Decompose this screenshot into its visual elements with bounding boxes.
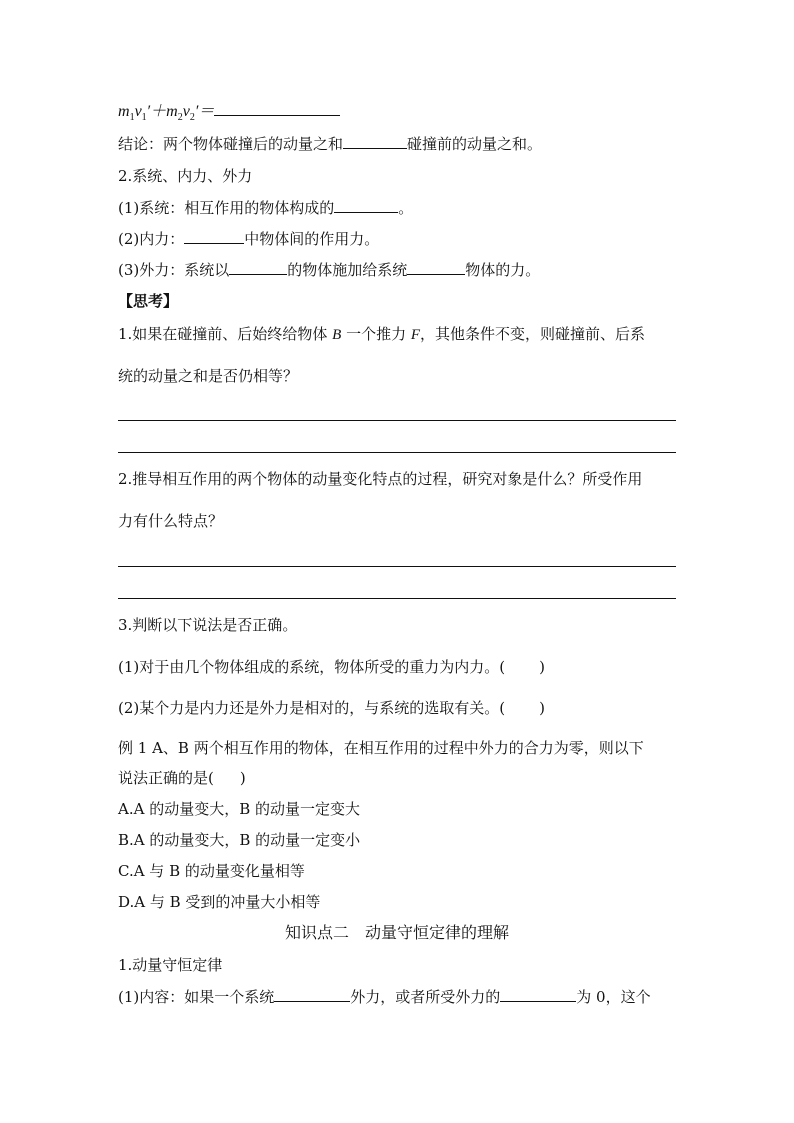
system-text: (1)系统：相互作用的物体构成的 [118, 199, 335, 217]
law-text-end: 为 0，这个 [576, 988, 651, 1006]
think-question-1-cont: 统的动量之和是否仍相等？ [118, 367, 299, 385]
answer-blank[interactable] [274, 986, 350, 1002]
think-question-1 [118, 324, 645, 345]
q1-text-3: ，其他条件不变，则碰撞前、后系 [420, 325, 646, 343]
conclusion-text-end: 碰撞前的动量之和。 [407, 135, 543, 153]
q1-var-f: F [410, 327, 421, 343]
system-definition [118, 197, 413, 218]
judgment-text: (2)某个力是内力还是外力是相对的，与系统的选取有关。( [118, 699, 506, 717]
example-stem-cont [118, 768, 246, 788]
internal-force-definition [118, 228, 379, 249]
q1-text-2: 一个推力 [346, 325, 407, 343]
external-force-definition [118, 259, 540, 280]
answer-line[interactable] [118, 452, 676, 453]
close-paren: ) [539, 658, 545, 676]
internal-text: (2)内力： [118, 230, 185, 248]
think-question-3: 3.判断以下说法是否正确。 [118, 616, 298, 634]
external-text-end: 物体的力。 [465, 261, 541, 279]
option-b[interactable]: B.A 的动量变大，B 的动量一定变小 [118, 831, 361, 849]
section-heading: 2.系统、内力、外力 [118, 167, 253, 185]
answer-line[interactable] [118, 566, 676, 567]
law-content [118, 986, 651, 1007]
example-stem: 例 1 A、B 两个相互作用的物体，在相互作用的过程中外力的合力为零，则以下 [118, 739, 644, 757]
answer-line[interactable] [118, 598, 676, 599]
answer-blank[interactable] [184, 228, 244, 244]
judgment-item-2 [118, 698, 545, 718]
option-d[interactable]: D.A 与 B 受到的冲量大小相等 [118, 893, 321, 911]
judgment-text: (1)对于由几个物体组成的系统，物体所受的重力为内力。( [118, 658, 506, 676]
conclusion-line [118, 133, 542, 154]
law-text-mid: 外力，或者所受外力的 [350, 988, 501, 1006]
close-paren: ) [239, 769, 246, 787]
answer-blank[interactable] [334, 197, 398, 213]
formula-line [118, 100, 340, 128]
answer-blank[interactable] [229, 259, 287, 275]
close-paren: ) [539, 699, 545, 717]
option-c[interactable]: C.A 与 B 的动量变化量相等 [118, 862, 305, 880]
q1-var-b: B [332, 327, 342, 343]
momentum-after-expression: $m_1v_1'+m_2v_2'=$ [118, 103, 215, 124]
q1-text: 1.如果在碰撞前、后始终给物体 [118, 325, 328, 343]
think-question-2-cont: 力有什么特点？ [118, 512, 224, 530]
external-text-mid: 的物体施加给系统 [287, 261, 408, 279]
answer-line[interactable] [118, 420, 676, 421]
system-text-end: 。 [398, 199, 414, 217]
option-a[interactable]: A.A 的动量变大，B 的动量一定变大 [118, 800, 360, 818]
conclusion-text: 结论：两个物体碰撞后的动量之和 [118, 135, 344, 153]
answer-blank[interactable] [343, 133, 407, 149]
answer-blank[interactable] [407, 259, 465, 275]
think-heading: 【思考】 [118, 292, 179, 310]
answer-blank[interactable] [500, 986, 576, 1002]
think-question-2: 2.推导相互作用的两个物体的动量变化特点的过程，研究对象是什么？所受作用 [118, 470, 643, 488]
example-stem-text: 说法正确的是( [118, 769, 214, 787]
subsection-heading: 1.动量守恒定律 [118, 956, 223, 974]
section-title: 知识点二 动量守恒定律的理解 [284, 923, 509, 942]
external-text: (3)外力：系统以 [118, 261, 230, 279]
answer-blank[interactable] [214, 100, 340, 116]
internal-text-end: 中物体间的作用力。 [244, 230, 380, 248]
law-text: (1)内容：如果一个系统 [118, 988, 275, 1006]
judgment-item-1 [118, 657, 545, 677]
